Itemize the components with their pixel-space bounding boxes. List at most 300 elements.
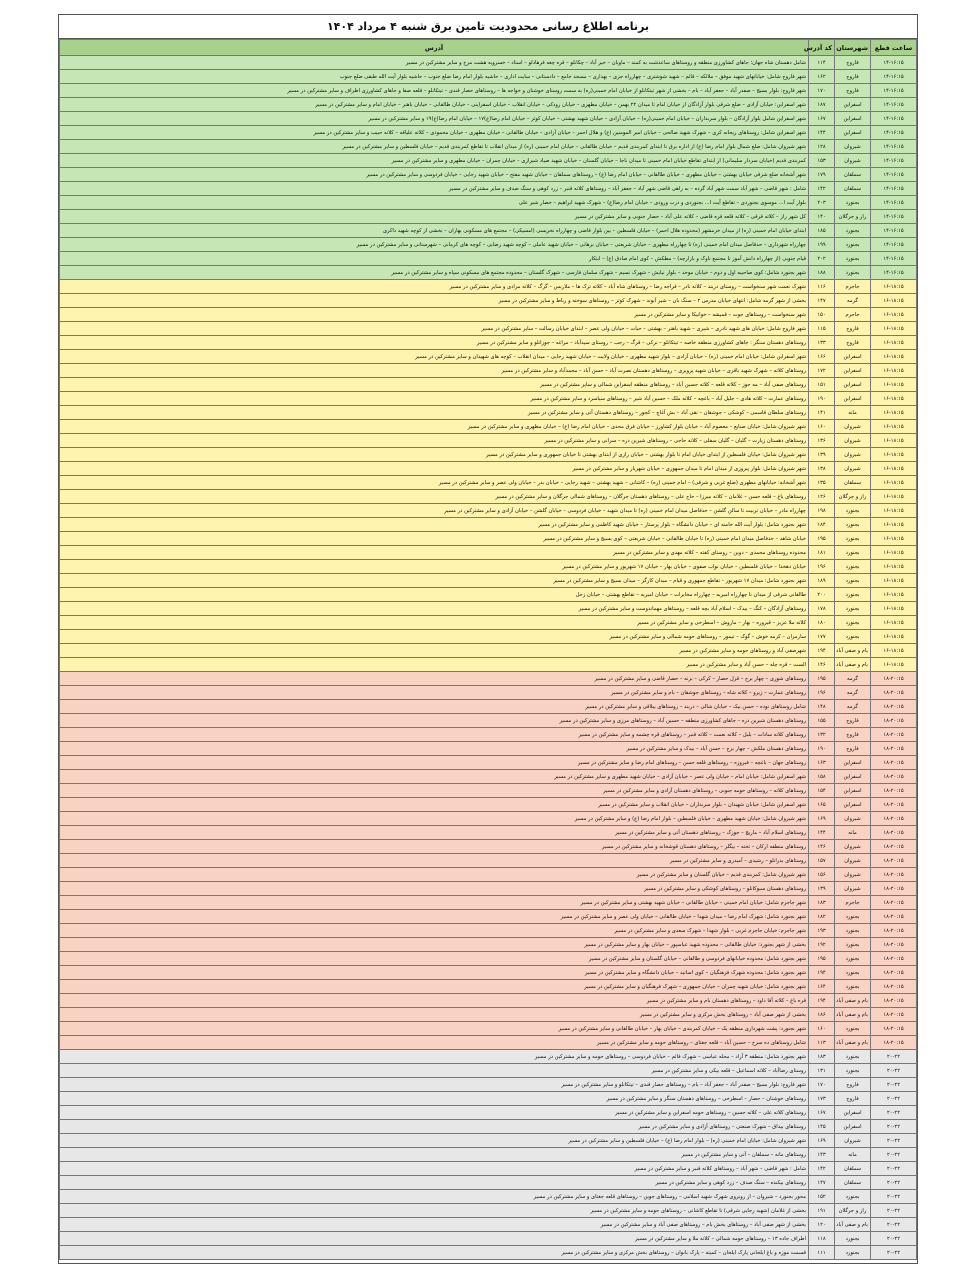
- cell-code: ۱۷۷: [809, 630, 835, 644]
- cell-code: ۱۶۷: [809, 1106, 835, 1120]
- cell-code: ۱۵۴: [809, 784, 835, 798]
- cell-time: ۱۶-۱۸:۱۵: [871, 406, 917, 420]
- cell-address: روستاهای کلاته سادات – بلبل – کلاته نعمت – کلاته قنبر – روستاهای قره چشمه و سایر مشترکین در مسیر: [60, 728, 809, 742]
- table-row: [60, 70, 917, 84]
- cell-address: شهرصفی آباد و روستاهای حومه و سایر مشترکین در مسیر: [60, 644, 809, 658]
- cell-address: شهر اسفراین شامل بلوار آزادگان – بلوار سربداران – خیابان امام خمینی(ره) – خیابان آزادی – خیابان شهید بهشتی – خیابان کوثر – خیابان امام رضا(ع)۱۷ – خیابان امام رضا(ع)۱۹ و سایر مشترکین در مسیر: [60, 112, 809, 126]
- cell-time: ۱۴-۱۶:۱۵: [871, 210, 917, 224]
- cell-time: ۱۶-۱۸:۱۵: [871, 448, 917, 462]
- table-row: [60, 420, 917, 434]
- cell-time: ۱۸-۲۰:۱۵: [871, 882, 917, 896]
- cell-time: ۱۸-۲۰:۱۵: [871, 686, 917, 700]
- table-row: [60, 1106, 917, 1120]
- cell-city: بجنورد: [835, 980, 871, 994]
- cell-address: چهارراه شهرداری – حدفاصل میدان امام خمینی (ره) تا چهارراه مطهری – خیابان شریعتی – خیابان برهانی – خیابان شهید عاملی – کوچه شهید رضایی – کوچه های کرمانی – شهرستانی و سایر مشترکین در مسیر: [60, 238, 809, 252]
- cell-code: ۱۱۴: [809, 56, 835, 70]
- cell-code: ۱۱۳: [809, 1036, 835, 1050]
- cell-city: اسفراین: [835, 756, 871, 770]
- table-row: [60, 1008, 917, 1022]
- cell-address: قسمت موزه و باغ ایلخانی پارک ایلخان – کمیته – پارک بانوان – روستاهای بخش مرکزی و سایر مشترکین در مسیر: [60, 1246, 809, 1260]
- cell-address: شهر شیروان شامل: خیابان شهید مطهری – خیابان فلسطین – بلوار امام رضا (ع) و سایر مشترکین در مسیر: [60, 812, 809, 826]
- cell-address: روستاهای بیداق – شهرک صنعتی – روستاهای آزادی و سایر مشترکین در مسیر: [60, 1120, 809, 1134]
- cell-code: ۲۰۰: [809, 588, 835, 602]
- cell-city: بجنورد: [835, 952, 871, 966]
- cell-time: ۱۸-۲۰:۱۵: [871, 966, 917, 980]
- cell-code: ۱۴۴: [809, 126, 835, 140]
- cell-city: بجنورد: [835, 938, 871, 952]
- cell-code: ۱۶۹: [809, 1134, 835, 1148]
- cell-address: الست – قره چله – حسن آباد و سایر مشترکین در مسیر: [60, 658, 809, 672]
- cell-time: ۱۴-۱۶:۱۵: [871, 126, 917, 140]
- cell-address: شهر بجنورد شامل: محدوده خیابانهای فردوسی و طالقانی – خیابان گلستان و سایر مشترکین در مسیر: [60, 952, 809, 966]
- cell-address: شهر جاجرم شامل: خیابان امام خمینی – خیابان طالقانی – خیابان شهید بهشتی و سایر مشترکین در مسیر: [60, 896, 809, 910]
- cell-city: اسفراین: [835, 112, 871, 126]
- cell-city: فاروج: [835, 714, 871, 728]
- cell-address: کمربندی قدیم (خیابان سردار سلیمانی) از ابتدای تقاطع خیابان امام خمینی تا میدان ناجا – خیابان گلستان – خیابان شهید صیاد شیرازی – خیابان چمران – خیابان مطهری و سایر مشترکین در مسیر: [60, 154, 809, 168]
- cell-code: ۱۸۸: [809, 266, 835, 280]
- cell-address: شهر فاروج: بلوار بسیج – صفدر آباد – جعفر آباد – بام – روستاهای حصار قندی – تیتکانلو و سایر مشترکین در مسیر: [60, 1078, 809, 1092]
- cell-city: شیروان: [835, 462, 871, 476]
- cell-time: ۱۸-۲۰:۱۵: [871, 1036, 917, 1050]
- cell-time: ۱۸-۲۰:۱۵: [871, 812, 917, 826]
- table-row: [60, 700, 917, 714]
- cell-code: ۱۴۶: [809, 840, 835, 854]
- cell-time: ۱۸-۲۰:۱۵: [871, 938, 917, 952]
- header-city: شهرستان: [835, 40, 871, 56]
- cell-code: ۱۸۵: [809, 224, 835, 238]
- table-row: [60, 98, 917, 112]
- cell-code: ۱۷۳: [809, 1092, 835, 1106]
- table-row: [60, 966, 917, 980]
- cell-time: ۱۸-۲۰:۱۵: [871, 910, 917, 924]
- table-row: [60, 616, 917, 630]
- cell-city: بجنورد: [835, 224, 871, 238]
- cell-time: ۱۶-۱۸:۱۵: [871, 350, 917, 364]
- cell-address: روستاهای دهستان زیارت – گلیان – گلیان سفلی – کلاته حاجی – روستاهای شیرین دره – سرانی و سایر مشترکین در مسیر: [60, 434, 809, 448]
- cell-code: ۱۶۵: [809, 798, 835, 812]
- cell-code: ۱۸۹: [809, 574, 835, 588]
- cell-code: ۱۷۹: [809, 168, 835, 182]
- cell-city: فاروج: [835, 336, 871, 350]
- cell-address: شهرک نعمت شهر سنخواست – روستای دربند – کلاته نادر – قراجه رضا – روستاهای شاه آباد – کلاته ترک ها – ملاربس – گرگ – کلاته مرادی و سایر مشترکین در مسیر: [60, 280, 809, 294]
- cell-code: ۱۲۸: [809, 140, 835, 154]
- cell-code: ۱۴۷: [809, 294, 835, 308]
- cell-time: ۱۶-۱۸:۱۵: [871, 420, 917, 434]
- cell-address: شهر اسفراین شامل: خیابان شهیدان – بلوار سربداران – خیابان انقلاب و سایر مشترکین در مسیر: [60, 798, 809, 812]
- cell-code: ۱۹۵: [809, 952, 835, 966]
- cell-city: اسفراین: [835, 1120, 871, 1134]
- cell-time: ۱۶-۱۸:۱۵: [871, 322, 917, 336]
- cell-code: ۱۵۷: [809, 854, 835, 868]
- cell-time: ۱۴-۱۶:۱۵: [871, 168, 917, 182]
- cell-code: ۱۹۴: [809, 994, 835, 1008]
- cell-address: کل شهر راز – کلاته قرقی – کلاته قلعه قره قاضی – کلاته علی آباد – حصار جنوبی و سایر مشترکین در مسیر: [60, 210, 809, 224]
- cell-time: ۱۴-۱۶:۱۵: [871, 98, 917, 112]
- cell-time: ۱۶-۱۸:۱۵: [871, 546, 917, 560]
- cell-city: شیروان: [835, 868, 871, 882]
- table-row: [60, 252, 917, 266]
- cell-code: ۱۹۵: [809, 672, 835, 686]
- table-row: [60, 434, 917, 448]
- cell-code: ۱۹۳: [809, 924, 835, 938]
- cell-address: بخشی از شهر صفی آباد – روستاهای بخش بام – روستاهای صفی آباد و سایر مشترکین در مسیر: [60, 1218, 809, 1232]
- cell-code: ۱۷۰: [809, 84, 835, 98]
- table-row: [60, 196, 917, 210]
- cell-city: اسفراین: [835, 364, 871, 378]
- table-row: [60, 728, 917, 742]
- cell-address: سارمران – کرمه خوش – گوک – تیمور – روستاهای حومه شمالی و سایر مشترکین در مسیر: [60, 630, 809, 644]
- cell-time: ۱۸-۲۰:۱۵: [871, 952, 917, 966]
- cell-address: روستاهای شوری – چهار برج – قزل حصار – کرکی – بزنه – حصار قاضی و سایر مشترکین در مسیر: [60, 672, 809, 686]
- table-row: [60, 980, 917, 994]
- cell-city: بام و صفی آباد: [835, 1218, 871, 1232]
- cell-time: ۱۴-۱۶:۱۵: [871, 140, 917, 154]
- cell-code: ۱۱۵: [809, 322, 835, 336]
- table-row: [60, 798, 917, 812]
- cell-code: ۱۶۴: [809, 980, 835, 994]
- cell-city: بجنورد: [835, 546, 871, 560]
- cell-time: ۱۸-۲۰:۱۵: [871, 1008, 917, 1022]
- cell-time: ۱۸-۲۰:۱۵: [871, 854, 917, 868]
- cell-time: ۲۰-۲۲: [871, 1176, 917, 1190]
- cell-address: شهر اسفراین شامل: خیابان امام خمینی (ره) – خیابان آزادی – بلوار شهید مطهری – خیابان ولایت – خیابان شهید رجایی – میدان انقلاب – کوچه های شهیدان و سایر مشترکین در مسیر: [60, 350, 809, 364]
- cell-city: مانه: [835, 406, 871, 420]
- cell-city: اسفراین: [835, 798, 871, 812]
- cell-address: روستاهای صفی آباد – مه جوز – کلاته قلعه – کلاته حسین آباد – روستاهای منطقه اسفراین شمالی و سایر مشترکین در مسیر: [60, 378, 809, 392]
- cell-code: ۱۸۲: [809, 910, 835, 924]
- cell-code: ۱۶۹: [809, 812, 835, 826]
- cell-address: شامل دهستان شاه جهان؛ جاهای کشاورزی منطقه و روستاهای ساعدشت به کمند – ماویان – خیر آباد – چکانلو – قره چغه فرهادلو – استاد – خسرویه هشت مرخ و سایر مشترکین در مسیر: [60, 56, 809, 70]
- cell-time: ۱۴-۱۶:۱۵: [871, 238, 917, 252]
- cell-time: ۱۶-۱۸:۱۵: [871, 574, 917, 588]
- cell-address: خیابان دهخدا – خیابان فلسطین – خیابان نواب صفوی – خیابان بهار – خیابان ۱۷ شهریور و سایر مشترکین در مسیر: [60, 560, 809, 574]
- cell-code: ۱۹۶: [809, 560, 835, 574]
- table-row: [60, 504, 917, 518]
- cell-time: ۱۸-۲۰:۱۵: [871, 728, 917, 742]
- cell-time: ۱۸-۲۰:۱۵: [871, 994, 917, 1008]
- table-row: [60, 490, 917, 504]
- cell-city: بجنورد: [835, 196, 871, 210]
- table-header-row: [60, 40, 917, 56]
- cell-city: بجنورد: [835, 574, 871, 588]
- table-row: [60, 1246, 917, 1260]
- cell-code: ۱۴۵: [809, 1120, 835, 1134]
- cell-code: ۱۵۰: [809, 308, 835, 322]
- cell-code: ۱۸۱: [809, 546, 835, 560]
- table-row: [60, 756, 917, 770]
- header-address: آدرس: [60, 40, 809, 56]
- cell-city: شیروان: [835, 434, 871, 448]
- table-row: [60, 826, 917, 840]
- cell-code: ۱۵۵: [809, 714, 835, 728]
- cell-time: ۱۸-۲۰:۱۵: [871, 840, 917, 854]
- cell-time: ۱۶-۱۸:۱۵: [871, 434, 917, 448]
- cell-code: ۱۳۹: [809, 882, 835, 896]
- cell-time: ۲۰-۲۲: [871, 1190, 917, 1204]
- cell-code: ۱۶۰: [809, 420, 835, 434]
- cell-city: اسفراین: [835, 1106, 871, 1120]
- cell-time: ۱۶-۱۸:۱۵: [871, 294, 917, 308]
- table-row: [60, 868, 917, 882]
- cell-city: بجنورد: [835, 238, 871, 252]
- cell-code: ۱۴۶: [809, 658, 835, 672]
- cell-address: محدوده روستاهای محمدی – دوین – روستای کفته – کلاته مهدی و سایر مشترکین در مسیر: [60, 546, 809, 560]
- cell-city: جاجرم: [835, 896, 871, 910]
- cell-city: گرمه: [835, 294, 871, 308]
- cell-address: شهر شیروان شامل: خیابان فلسطین از ابتدای خیابان امام تا بلوار بهشتی – خیابان رازی از ابتدای بهشتی تا خیابان جمهوری و سایر مشترکین در مسیر: [60, 448, 809, 462]
- cell-time: ۱۸-۲۰:۱۵: [871, 742, 917, 756]
- cell-code: ۱۶۰: [809, 1022, 835, 1036]
- cell-city: اسفراین: [835, 378, 871, 392]
- table-row: [60, 406, 917, 420]
- cell-time: ۱۸-۲۰:۱۵: [871, 770, 917, 784]
- cell-code: ۱۹۸: [809, 504, 835, 518]
- cell-code: ۱۵۱: [809, 378, 835, 392]
- table-row: [60, 154, 917, 168]
- cell-code: ۱۴۱: [809, 406, 835, 420]
- cell-time: ۱۶-۱۸:۱۵: [871, 630, 917, 644]
- table-row: [60, 574, 917, 588]
- cell-city: شیروان: [835, 812, 871, 826]
- cell-city: شیروان: [835, 854, 871, 868]
- table-row: [60, 126, 917, 140]
- cell-city: بام و صفی آباد: [835, 994, 871, 1008]
- cell-city: اسفراین: [835, 770, 871, 784]
- cell-time: ۱۴-۱۶:۱۵: [871, 154, 917, 168]
- cell-time: ۱۶-۱۸:۱۵: [871, 462, 917, 476]
- table-row: [60, 308, 917, 322]
- table-row: [60, 994, 917, 1008]
- cell-city: فاروج: [835, 1092, 871, 1106]
- header-time: ساعت قطع: [871, 40, 917, 56]
- cell-address: شهر سنخواست – روستاهای جوت – قمیشه – خوانیکا و سایر مشترکین در مسیر: [60, 308, 809, 322]
- cell-code: ۱۷۸: [809, 602, 835, 616]
- cell-address: روستاهای دهستان ملکش – چهار برج – حسن آباد – بیدک و سایر مشترکین در مسیر: [60, 742, 809, 756]
- cell-code: ۱۴۴: [809, 826, 835, 840]
- cell-city: بجنورد: [835, 1190, 871, 1204]
- cell-code: ۱۸۳: [809, 1050, 835, 1064]
- cell-address: روستاهای کلاته – شهرک شهید باقری – خیابان شهید پرویزی – روستاهای دهستان نصرت آباد – حسن آباد – محمدآباد و سایر مشترکین در مسیر: [60, 364, 809, 378]
- table-row: [60, 336, 917, 350]
- cell-address: شهر شیروان شامل: بلوار پیروزی از میدان امام تا میدان جمهوری – خیابان شهریار و سایر مشترکین در مسیر: [60, 462, 809, 476]
- cell-code: ۱۹۹: [809, 238, 835, 252]
- cell-time: ۱۸-۲۰:۱۵: [871, 798, 917, 812]
- cell-time: ۱۸-۲۰:۱۵: [871, 700, 917, 714]
- cell-time: ۱۶-۱۸:۱۵: [871, 532, 917, 546]
- cell-city: راز و جرگلان: [835, 1204, 871, 1218]
- cell-city: اسفراین: [835, 126, 871, 140]
- table-row: [60, 448, 917, 462]
- cell-city: بجنورد: [835, 1064, 871, 1078]
- cell-city: گرمه: [835, 686, 871, 700]
- cell-address: روستای رضاآباد – کلاته اسماعیل – قلعه بیکی و سایر مشترکین در مسیر: [60, 1064, 809, 1078]
- cell-time: ۲۰-۲۲: [871, 1232, 917, 1246]
- table-row: [60, 938, 917, 952]
- cell-time: ۱۶-۱۸:۱۵: [871, 504, 917, 518]
- table-row: [60, 56, 917, 70]
- cell-city: شیروان: [835, 882, 871, 896]
- cell-city: فاروج: [835, 56, 871, 70]
- cell-code: ۲۰۲: [809, 252, 835, 266]
- cell-address: شهر بجنورد شامل: خیابان شهید چمران – خیابان جمهوری – شهرک فرهنگیان و سایر مشترکین در مسیر: [60, 980, 809, 994]
- cell-city: بام و صفی آباد: [835, 1008, 871, 1022]
- cell-code: ۱۴۷: [809, 1176, 835, 1190]
- table-row: [60, 1176, 917, 1190]
- cell-address: روستاهای دهستان سیوکانلو – روستاهای کوشکی و سایر مشترکین در مسیر: [60, 882, 809, 896]
- cell-time: ۱۶-۱۸:۱۵: [871, 602, 917, 616]
- table-row: [60, 714, 917, 728]
- table-row: [60, 210, 917, 224]
- cell-code: ۱۳۹: [809, 448, 835, 462]
- cell-time: ۱۴-۱۶:۱۵: [871, 266, 917, 280]
- table-row: [60, 322, 917, 336]
- cell-city: بجنورد: [835, 1022, 871, 1036]
- table-row: [60, 784, 917, 798]
- cell-address: روستاهای باغ – قلعه حسن – غلامان – کلاته میرزا – حاج علی – روستاهای دهستان جرگلان – روستاهای شمالی جرگلان و سایر مشترکین در مسیر: [60, 490, 809, 504]
- cell-city: شیروان: [835, 840, 871, 854]
- table-row: [60, 1218, 917, 1232]
- cell-time: ۱۴-۱۶:۱۵: [871, 56, 917, 70]
- cell-time: ۱۴-۱۶:۱۵: [871, 182, 917, 196]
- cell-address: شهر اسفراین: خیابان آزادی – ضلع شرقی بلوار آزادگان از خیابان امام تا میدان ۲۲ بهمن – خیابان مطهری – خیابان رودکی – خیابان انقلاب – خیابان اسفراینی – خیابان طالقانی – خیابان باهنر – خیابان امام و سایر مشترکین در مسیر: [60, 98, 809, 112]
- cell-address: شهر شیروان شامل: کمربندی قدیم – خیابان گلستان و سایر مشترکین در مسیر: [60, 868, 809, 882]
- table-row: [60, 1036, 917, 1050]
- schedule-document: [58, 14, 918, 1264]
- cell-address: روستاهای دهستان سنگر : جاهای کشاورزی منطقه خاصه – تیتکانلو – نرکی – قرگ – رجب – روستای سیدآباد – مراغه – جوزانلو و سایر مشترکین در مسیر: [60, 336, 809, 350]
- cell-time: ۱۶-۱۸:۱۵: [871, 560, 917, 574]
- cell-city: بجنورد: [835, 1246, 871, 1260]
- cell-address: بخشی از غلامان (شهید رجایی شرقی) تا تقاطع کاشانی – روستاهای حومه و سایر مشترکین در مسیر: [60, 1204, 809, 1218]
- cell-city: فاروج: [835, 70, 871, 84]
- table-row: [60, 896, 917, 910]
- cell-code: ۱۶۷: [809, 112, 835, 126]
- cell-city: فاروج: [835, 742, 871, 756]
- cell-code: ۱۹۰: [809, 742, 835, 756]
- table-row: [60, 462, 917, 476]
- cell-city: بجنورد: [835, 1050, 871, 1064]
- table-row: [60, 168, 917, 182]
- cell-city: شیروان: [835, 140, 871, 154]
- cell-city: فاروج: [835, 322, 871, 336]
- cell-city: بجنورد: [835, 266, 871, 280]
- cell-city: جاجرم: [835, 308, 871, 322]
- cell-time: ۱۴-۱۶:۱۵: [871, 70, 917, 84]
- table-row: [60, 182, 917, 196]
- table-row: [60, 350, 917, 364]
- cell-city: فاروج: [835, 728, 871, 742]
- cell-code: ۱۳۸: [809, 462, 835, 476]
- cell-city: فاروج: [835, 1078, 871, 1092]
- cell-time: ۲۰-۲۲: [871, 1218, 917, 1232]
- cell-address: روستاهای منطقه ارکان – تخته – بیگلر – روستاهای دهستان قوشخانه و سایر مشترکین در مسیر: [60, 840, 809, 854]
- cell-city: شیروان: [835, 448, 871, 462]
- cell-time: ۱۶-۱۸:۱۵: [871, 280, 917, 294]
- cell-city: شیروان: [835, 420, 871, 434]
- table-row: [60, 630, 917, 644]
- table-row: [60, 952, 917, 966]
- cell-city: بام و صفی آباد: [835, 1036, 871, 1050]
- cell-address: چهارراه مادر – خیابان تربیت تا سالن گلشن – حدفاصل میدان امام خمینی (ره) تا میدان شهید – خیابان فردوسی – خیابان گلشن – خیابان آزادی و سایر مشترکین در مسیر: [60, 504, 809, 518]
- cell-address: روستاهای بیکنده – سنگ صدف – زرد کوهی و سایر مشترکین در مسیر: [60, 1176, 809, 1190]
- cell-city: جاجرم: [835, 280, 871, 294]
- cell-city: بجنورد: [835, 616, 871, 630]
- cell-address: شامل : شهر قاضی – شهر آباد سمت شهر آباد گرده – به راهی قاضی شهر آباد – جعفر آباد – روستاهای کلاته قنبر – زرد کوهی و سنگ صدف و سایر مشترکین در مسیر: [60, 182, 809, 196]
- cell-time: ۲۰-۲۲: [871, 1148, 917, 1162]
- cell-code: ۱۹۴: [809, 644, 835, 658]
- cell-time: ۲۰-۲۲: [871, 1050, 917, 1064]
- cell-address: روستاهای دهستان شیرین دره – جاهای کشاورزی منطقه – حسین آباد – روستاهای مرزی و سایر مشترکین در مسیر: [60, 714, 809, 728]
- cell-address: شهر شیروان شامل: ضلع شمال بلوار امام رضا (ع) از اداره برق تا ابتدای کمربندی قدیم – خیابان طالقانی – خیابان امام خمینی (ره) از میدان انقلاب تا تقاطع کمربندی قدیم – خیابان فلسطین و سایر مشترکین در مسیر: [60, 140, 809, 154]
- cell-time: ۲۰-۲۲: [871, 1162, 917, 1176]
- cell-address: روستاهای مانه – سملقان – آتی و سایر مشترکین در مسیر: [60, 1148, 809, 1162]
- cell-city: راز و جرگلان: [835, 210, 871, 224]
- cell-address: روستاهای عمارت – زیرو – کلاته شاه – روستاهای جوشقان – بام و سایر مشترکین در مسیر: [60, 686, 809, 700]
- cell-code: ۱۳۵: [809, 476, 835, 490]
- cell-time: ۱۴-۱۶:۱۵: [871, 224, 917, 238]
- cell-code: ۱۸۶: [809, 1008, 835, 1022]
- cell-address: بخشی از شهر صفی آباد – روستاهای بخش مرکزی و سایر مشترکین در مسیر: [60, 1008, 809, 1022]
- cell-code: ۱۸۴: [809, 518, 835, 532]
- table-row: [60, 1204, 917, 1218]
- cell-code: ۱۷۰: [809, 1078, 835, 1092]
- cell-city: گرمه: [835, 672, 871, 686]
- table-row: [60, 840, 917, 854]
- cell-code: ۱۶۶: [809, 350, 835, 364]
- cell-time: ۱۶-۱۸:۱۵: [871, 336, 917, 350]
- table-row: [60, 546, 917, 560]
- cell-city: سملقان: [835, 476, 871, 490]
- table-row: [60, 238, 917, 252]
- cell-address: شهر آشخانه ضلع شرقی خیابان بهشتی – خیابان مطهری – خیابان طالقانی – خیابان امام رضا (ع) – روستاهای سملقان – خیابان شهید مفتح – خیابان شهید رجایی – خیابان فردوسی و سایر مشترکین در مسیر: [60, 168, 809, 182]
- table-row: [60, 1120, 917, 1134]
- table-row: [60, 364, 917, 378]
- cell-code: ۱۲۶: [809, 490, 835, 504]
- cell-city: راز و جرگلان: [835, 490, 871, 504]
- cell-time: ۲۰-۲۲: [871, 1078, 917, 1092]
- cell-city: بجنورد: [835, 518, 871, 532]
- table-row: [60, 224, 917, 238]
- cell-code: ۱۶۳: [809, 756, 835, 770]
- table-row: [60, 392, 917, 406]
- table-row: [60, 560, 917, 574]
- cell-address: شهر جاجرم: خیابان جاجرم غربی – بلوار شهدا – شهرک سعدی و سایر مشترکین در مسیر: [60, 924, 809, 938]
- cell-time: ۱۶-۱۸:۱۵: [871, 658, 917, 672]
- cell-address: قره باغ – کلاته آقا داود – روستاهای دهستان بام و سایر مشترکین در مسیر: [60, 994, 809, 1008]
- table-row: [60, 294, 917, 308]
- table-row: [60, 1050, 917, 1064]
- cell-code: ۱۹۱: [809, 1204, 835, 1218]
- cell-address: خیابان شاهد – حدفاصل میدان امام خمینی (ره) تا خیابان طالقانی – خیابان شریعتی – کوی بسیج و سایر مشترکین در مسیر: [60, 532, 809, 546]
- table-row: [60, 112, 917, 126]
- cell-code: ۱۱۱: [809, 1246, 835, 1260]
- cell-time: ۲۰-۲۲: [871, 1204, 917, 1218]
- cell-time: ۲۰-۲۲: [871, 1120, 917, 1134]
- cell-city: بجنورد: [835, 910, 871, 924]
- cell-city: گرمه: [835, 700, 871, 714]
- cell-time: ۱۶-۱۸:۱۵: [871, 518, 917, 532]
- cell-time: ۱۶-۱۸:۱۵: [871, 364, 917, 378]
- cell-address: شهر بجنورد شامل: محدوده شهرک فرهنگیان – کوی اساتید – خیابان دانشگاه و سایر مشترکین در مسیر: [60, 966, 809, 980]
- cell-address: اطراف جاده ۱۳ – روستاهای حومه شمالی – کلاته ملا و سایر مشترکین در مسیر: [60, 1232, 809, 1246]
- cell-time: ۱۸-۲۰:۱۵: [871, 672, 917, 686]
- cell-time: ۱۸-۲۰:۱۵: [871, 896, 917, 910]
- table-row: [60, 686, 917, 700]
- cell-time: ۱۸-۲۰:۱۵: [871, 784, 917, 798]
- cell-code: ۱۴۰: [809, 210, 835, 224]
- cell-address: بخشی از شهر گرمه شامل: انتهای خیابان مدرس ۲ – سنگ بان – شیر آبوند – شهرک کوثر – روستاهای سوخته و رباط و سایر مشترکین در مسیر: [60, 294, 809, 308]
- table-row: [60, 924, 917, 938]
- cell-code: ۲۰۳: [809, 196, 835, 210]
